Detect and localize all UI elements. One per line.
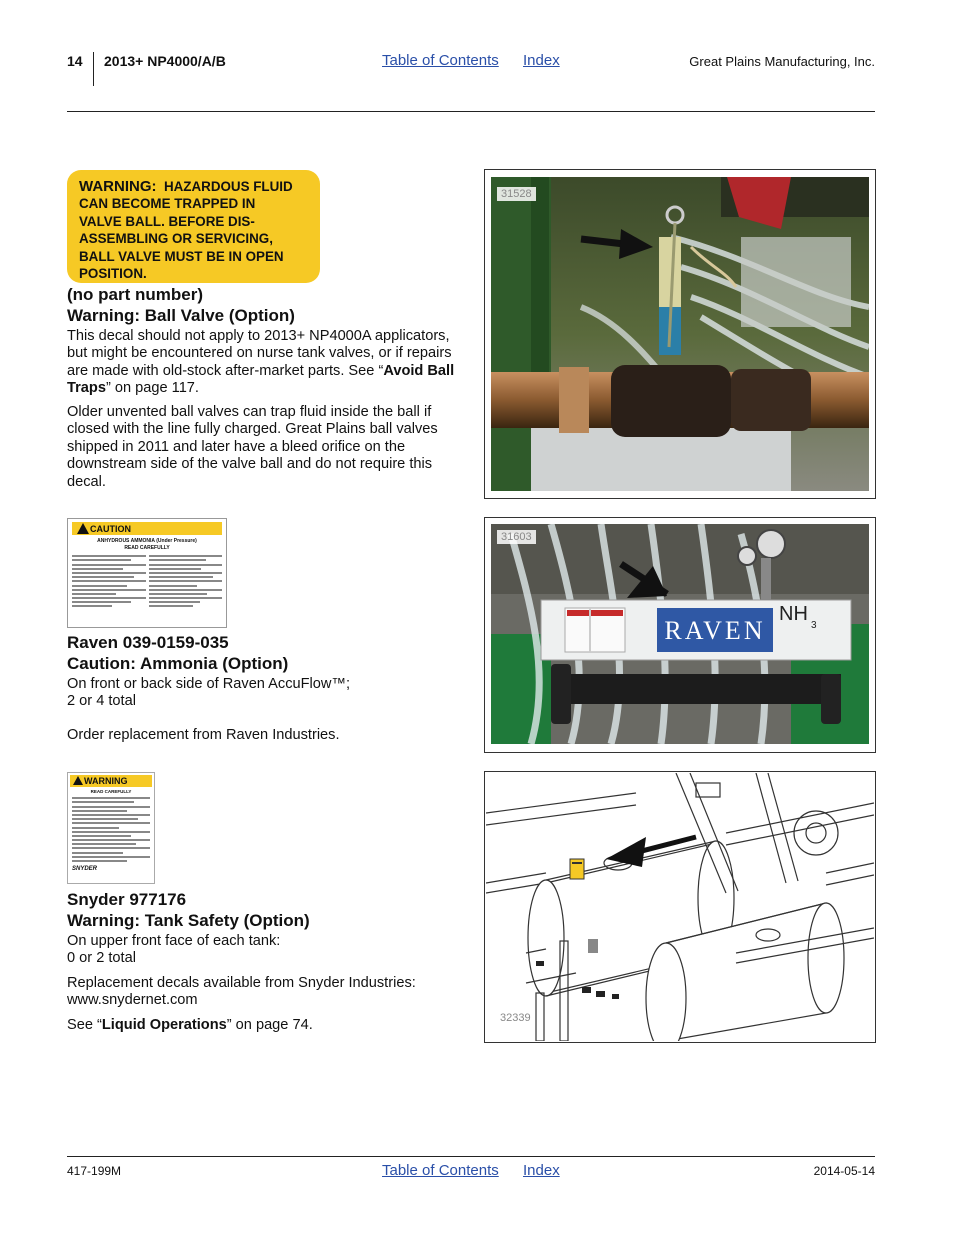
para-text: On upper front face of each tank: [67,933,281,949]
para-text: 0 or 2 total [67,950,136,967]
decal-heading: ANHYDROUS AMMONIA (Under Pressure) [97,538,197,544]
warning-triangle-icon [77,523,89,534]
model-title: 2013+ NP4000/A/B [104,53,226,69]
cross-reference[interactable]: Liquid Operations [101,1017,227,1033]
decal-name: Warning: Ball Valve (Option) [67,306,295,325]
doc-number: 417-199M [67,1164,122,1178]
section3-para1 [67,933,457,968]
para-text: Replacement decals available from Snyder Industries: [67,975,416,991]
ammonia-caution-decal [67,518,227,628]
warning-triangle-icon [73,776,83,785]
ball-valve-illustration [491,177,869,491]
para-text: ” on page 74. [226,1017,313,1033]
footer-index-link[interactable]: Index [523,1162,560,1179]
decal-text: POSITION. [79,266,147,282]
decal-name: Warning: Tank Safety (Option) [67,911,310,930]
page-number: 14 [67,53,83,69]
para-text: See “ [67,1017,102,1033]
section2-para1 [67,676,457,711]
ball-valve-warning-decal [67,170,320,283]
snyder-url: www.snydernet.com [67,992,198,1009]
footer-toc-link[interactable]: Table of Contents [382,1162,499,1179]
section1-para1 [67,328,457,398]
warning-label: WARNING [84,776,128,786]
tank-drawing [486,773,874,1041]
decal-warning-lead: WARNING: [79,178,157,195]
snyder-logo: SNYDER [72,866,98,873]
section3-para3 [67,1017,457,1034]
decal-text: ASSEMBLING OR SERVICING, [79,231,273,247]
part-number: Snyder 977176 [67,890,187,909]
cross-reference[interactable]: Avoid Ball Traps [67,362,455,397]
header-index-link[interactable]: Index [523,52,560,69]
section3-para2 [67,975,457,1010]
nh3-subscript: 3 [811,620,817,631]
section2-title [67,632,288,674]
decal-column [72,553,146,610]
part-number: (no part number) [67,285,203,304]
para-text: 2 or 4 total [67,693,136,710]
decal-text: BALL VALVE MUST BE IN OPEN [79,248,284,264]
decal-column [149,553,223,610]
ball-valve-photo [491,177,869,491]
decal-body [68,794,154,865]
raven-brand: RAVEN [664,616,766,645]
company-name: Great Plains Manufacturing, Inc. [689,54,875,69]
doc-date: 2014-05-14 [813,1164,875,1178]
decal-text: VALVE BALL. BEFORE DIS- [79,213,255,229]
decal-subheading: READ CAREFULLY [90,789,132,794]
raven-photo [491,524,869,744]
decal-text: HAZARDOUS FLUID [163,179,293,194]
raven-illustration [491,524,869,744]
photo-number: 32339 [496,1011,535,1025]
decal-text: CAN BECOME TRAPPED IN [79,196,256,212]
photo-number: 31603 [497,530,536,544]
tank-line-drawing [486,773,874,1041]
caution-label: CAUTION [90,523,131,534]
para-text: ” on page 117. [105,380,199,397]
header-divider [93,52,94,86]
nh3-label: NH [779,603,808,625]
decal-subheading: READ CAREFULLY [124,545,170,551]
para-text: This decal should not apply to 2013+ NP4000A applicators, but might be encountered on nurse tank valves, or if repairs are made with old-stock after-market parts. See “ [67,328,452,379]
decal-body [68,551,226,612]
decal-name: Caution: Ammonia (Option) [67,654,289,673]
section1-title [67,284,295,326]
section3-title [67,889,310,931]
section2-para2: Order replacement from Raven Industries. [67,727,340,743]
caution-header [72,522,222,535]
header-toc-link[interactable]: Table of Contents [382,52,499,69]
tank-safety-warning-decal [67,772,155,884]
para-text: On front or back side of Raven AccuFlow™; [67,676,351,692]
photo-number: 31528 [497,187,536,201]
footer-rule [67,1156,875,1157]
warning-header [70,775,152,787]
header-rule [67,111,875,112]
section1-para2: Older unvented ball valves can trap fluid inside the ball if closed with the line fully charged. Great Plains ball valves shipped in 2011 and later have a bleed orifice on the downstream side of the valve ball and do not require this decal. [67,404,438,490]
part-number: Raven 039-0159-035 [67,633,229,652]
